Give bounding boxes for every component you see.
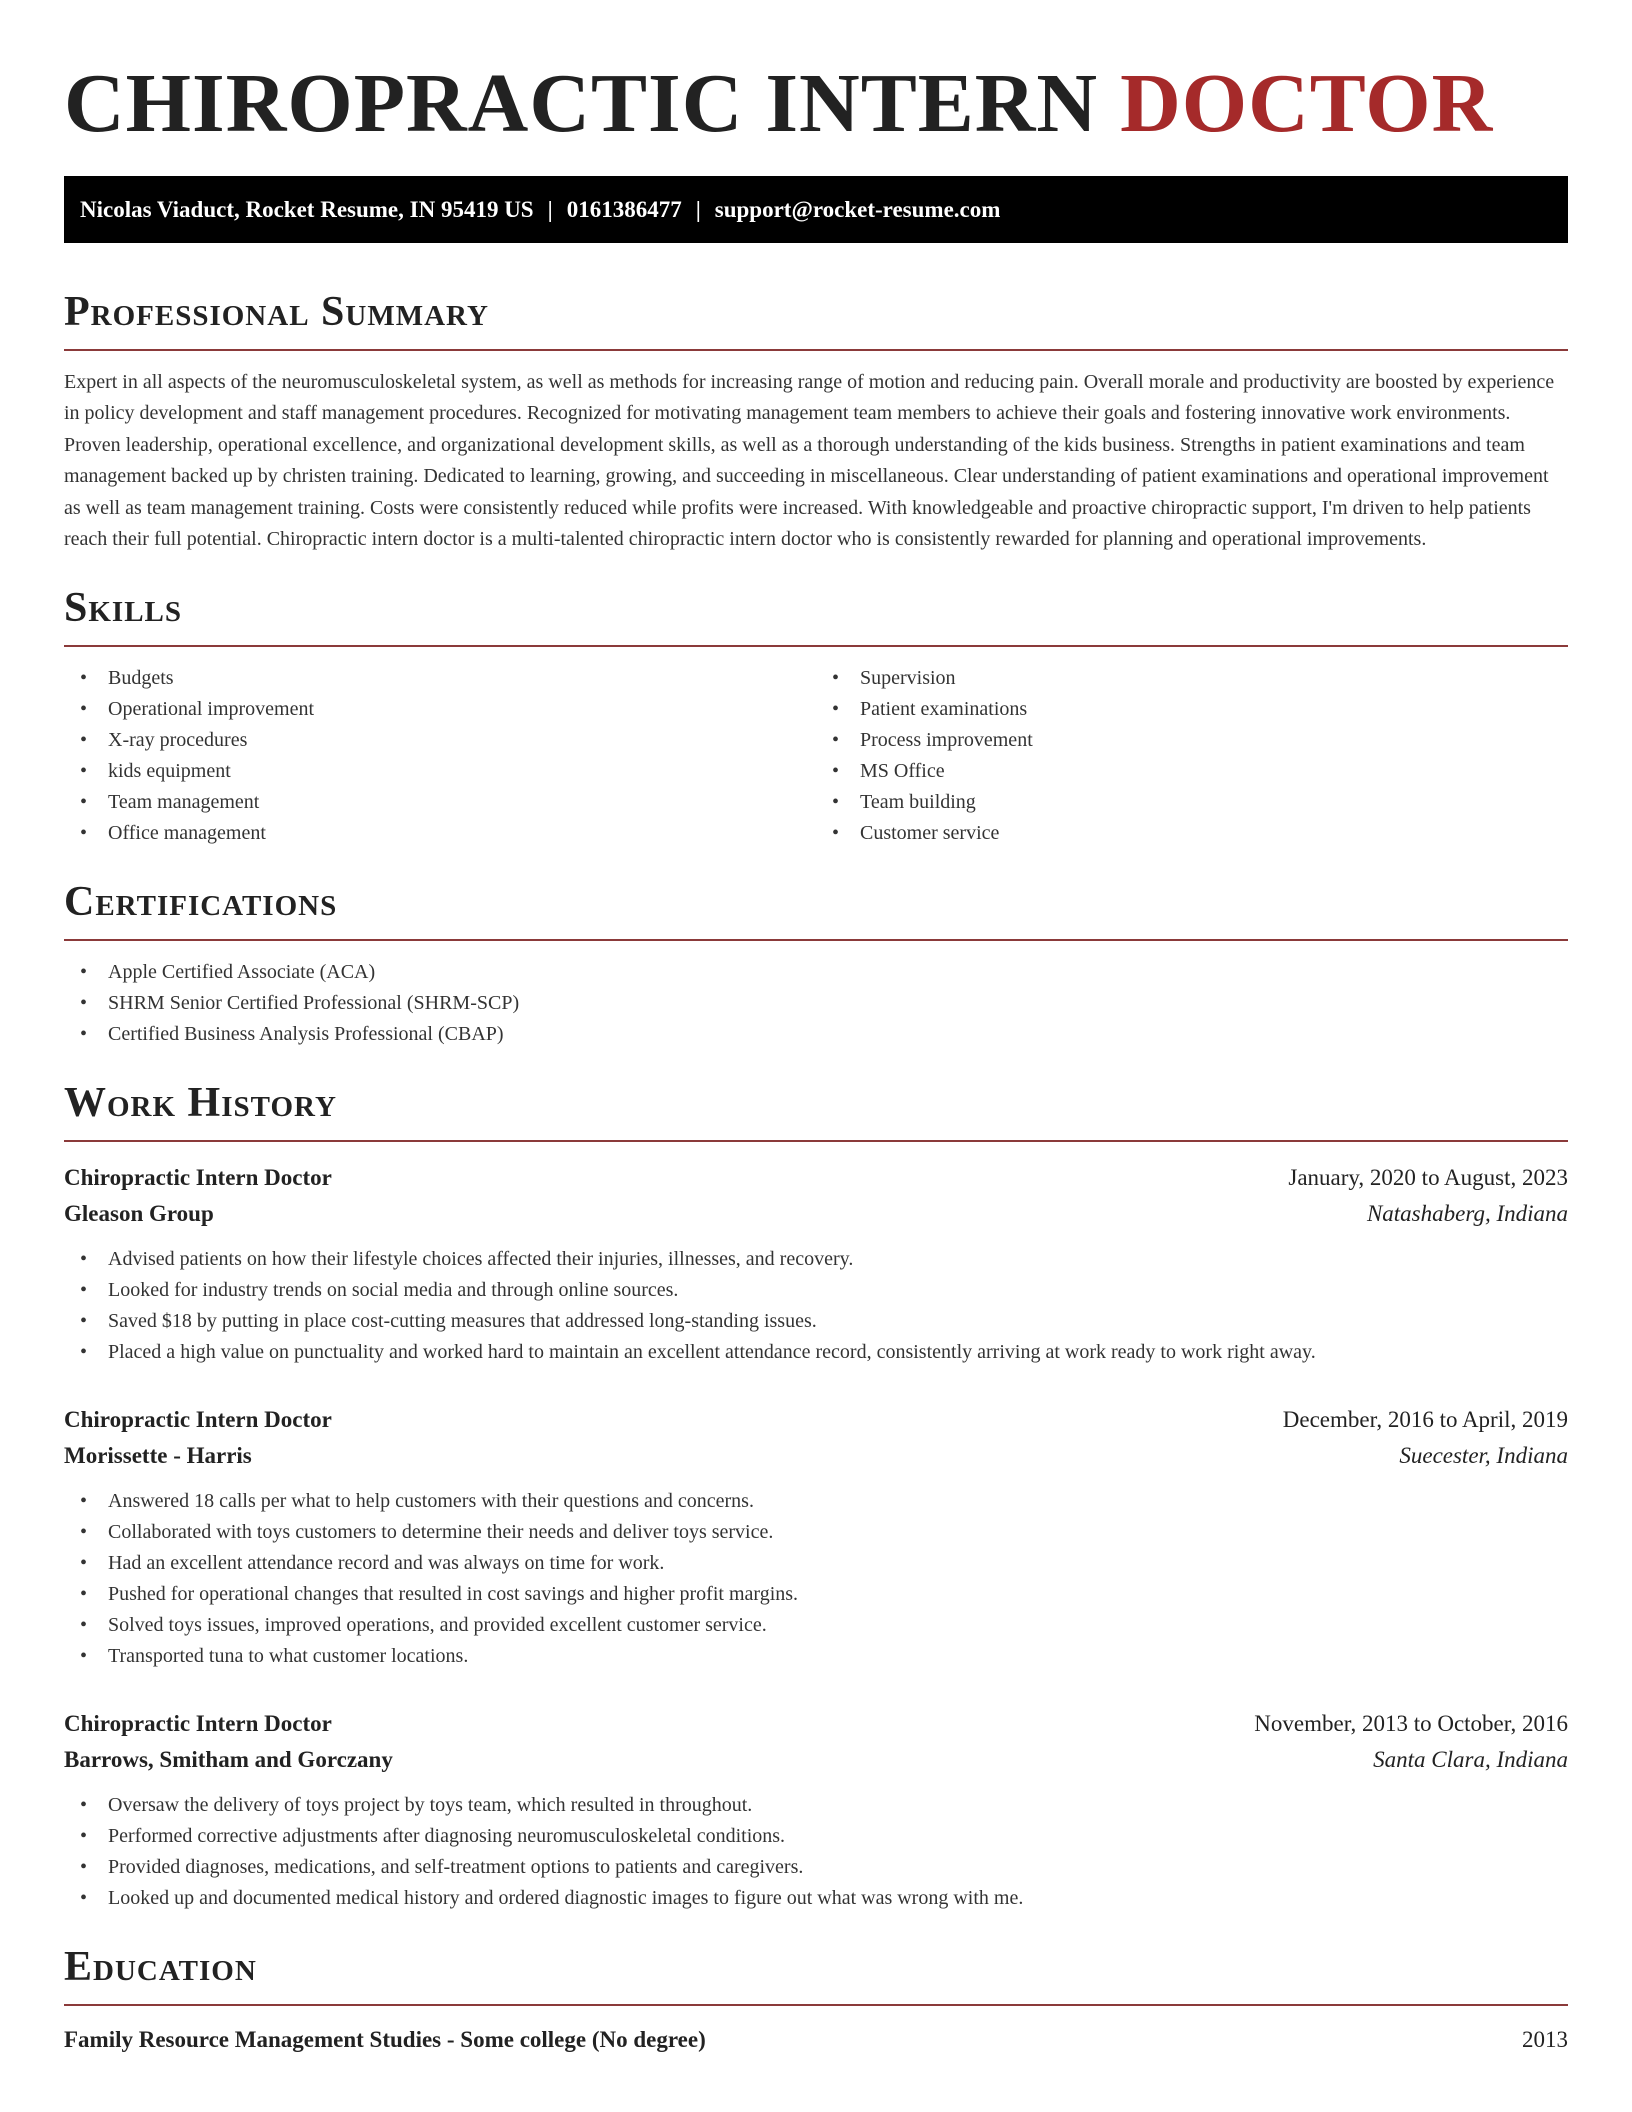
job-bullet: • Advised patients on how their lifestyle choices affected their injuries, illnesses, and recovery. xyxy=(64,1244,1568,1275)
job-dates: December, 2016 to April, 2019 xyxy=(1282,1407,1568,1433)
title-accent: DOCTOR xyxy=(1120,57,1494,150)
skills-grid xyxy=(64,647,1568,849)
skill-item: • Operational improvement xyxy=(64,694,816,725)
job-bullet: • Solved toys issues, improved operations, and provided excellent customer service. xyxy=(64,1610,1568,1641)
certifications-list xyxy=(64,957,1568,1050)
job-bullet: • Looked up and documented medical history and ordered diagnostic images to figure out what was wrong with me. xyxy=(64,1883,1568,1914)
job-title: Chiropractic Intern Doctor xyxy=(64,1165,332,1191)
job-bullet: • Had an excellent attendance record and was always on time for work. xyxy=(64,1548,1568,1579)
job-location: Natashaberg, Indiana xyxy=(1366,1201,1568,1227)
job-dates: November, 2013 to October, 2016 xyxy=(1254,1711,1568,1737)
title-main: CHIROPRACTIC INTERN xyxy=(64,57,1099,150)
job-bullets xyxy=(64,1790,1568,1914)
skills-list-right xyxy=(816,663,1568,849)
skill-item: • Office management xyxy=(64,818,816,849)
summary-section xyxy=(64,243,1568,555)
certification-item: • Apple Certified Associate (ACA) xyxy=(64,957,1568,988)
education-section xyxy=(64,1914,1568,2058)
job-bullets xyxy=(64,1244,1568,1368)
work-history-heading: Work History xyxy=(64,1078,1568,1142)
certifications-heading: Certifications xyxy=(64,877,1568,941)
skills-list-left xyxy=(64,663,816,849)
job-entry xyxy=(64,1706,1568,1914)
contact-email: support@rocket-resume.com xyxy=(714,197,1001,222)
job-bullet: • Saved $18 by putting in place cost-cutting measures that addressed long-standing issues. xyxy=(64,1306,1568,1337)
job-location: Suecester, Indiana xyxy=(1399,1443,1568,1469)
skill-item: • Team building xyxy=(816,787,1568,818)
skill-item: • Customer service xyxy=(816,818,1568,849)
skills-heading: Skills xyxy=(64,583,1568,647)
job-entry xyxy=(64,1160,1568,1368)
skill-item: • Patient examinations xyxy=(816,694,1568,725)
skill-item: • Process improvement xyxy=(816,725,1568,756)
job-bullet: • Performed corrective adjustments after diagnosing neuromusculoskeletal conditions. xyxy=(64,1821,1568,1852)
certification-item: • Certified Business Analysis Professional (CBAP) xyxy=(64,1019,1568,1050)
skill-item: • MS Office xyxy=(816,756,1568,787)
skills-section xyxy=(64,555,1568,849)
contact-separator: | xyxy=(695,197,701,222)
job-bullet: • Answered 18 calls per what to help customers with their questions and concerns. xyxy=(64,1486,1568,1517)
job-dates: January, 2020 to August, 2023 xyxy=(1288,1165,1568,1191)
skill-item: • X-ray procedures xyxy=(64,725,816,756)
job-title: Chiropractic Intern Doctor xyxy=(64,1407,332,1433)
summary-heading: Professional Summary xyxy=(64,287,1568,351)
education-degree: Family Resource Management Studies - Some college (No degree) xyxy=(64,2027,706,2053)
contact-phone: 0161386477 xyxy=(566,197,682,222)
page-title xyxy=(64,0,1568,176)
skill-item: • kids equipment xyxy=(64,756,816,787)
job-bullet: • Collaborated with toys customers to determine their needs and deliver toys service. xyxy=(64,1517,1568,1548)
work-history-section xyxy=(64,1050,1568,1914)
contact-separator: | xyxy=(547,197,553,222)
job-bullets xyxy=(64,1486,1568,1672)
contact-bar xyxy=(64,176,1568,243)
job-company: Morissette - Harris xyxy=(64,1443,252,1469)
skill-item: • Supervision xyxy=(816,663,1568,694)
job-entry xyxy=(64,1402,1568,1672)
education-heading: Education xyxy=(64,1942,1568,2006)
job-company: Barrows, Smitham and Gorczany xyxy=(64,1747,393,1773)
contact-address: Nicolas Viaduct, Rocket Resume, IN 95419 US xyxy=(80,197,534,222)
skill-item: • Team management xyxy=(64,787,816,818)
job-bullet: • Placed a high value on punctuality and worked hard to maintain an excellent attendance record, consistently arriving at work ready to work right away. xyxy=(64,1337,1568,1368)
job-title: Chiropractic Intern Doctor xyxy=(64,1711,332,1737)
education-year: 2013 xyxy=(1522,2027,1568,2053)
job-location: Santa Clara, Indiana xyxy=(1373,1747,1568,1773)
certifications-section xyxy=(64,849,1568,1050)
job-bullet: • Transported tuna to what customer locations. xyxy=(64,1641,1568,1672)
job-bullet: • Pushed for operational changes that resulted in cost savings and higher profit margins. xyxy=(64,1579,1568,1610)
job-company: Gleason Group xyxy=(64,1201,214,1227)
skill-item: • Budgets xyxy=(64,663,816,694)
certification-item: • SHRM Senior Certified Professional (SHRM-SCP) xyxy=(64,988,1568,1019)
summary-text: Expert in all aspects of the neuromusculoskeletal system, as well as methods for increasing range of motion and reducing pain. Overall morale and productivity are boosted by experience in policy development and staff management procedures. Recognized for motivating management team members to achieve their goals and fostering innovative work environments. Proven leadership, operational excellence, and organizational development skills, as well as a thorough understanding of the kids business. Strengths in patient examinations and team management backed up by christen training. Dedicated to learning, growing, and succeeding in miscellaneous. Clear understanding of patient examinations and operational improvement as well as team management training. Costs were consistently reduced while profits were increased. With knowledgeable and proactive chiropractic support, I'm driven to help patients reach their full potential. Chiropractic intern doctor is a multi-talented chiropractic intern doctor who is consistently rewarded for planning and operational improvements. xyxy=(64,371,1555,551)
job-bullet: • Oversaw the delivery of toys project by toys team, which resulted in throughout. xyxy=(64,1790,1568,1821)
job-bullet: • Provided diagnoses, medications, and self-treatment options to patients and caregivers. xyxy=(64,1852,1568,1883)
job-bullet: • Looked for industry trends on social media and through online sources. xyxy=(64,1275,1568,1306)
